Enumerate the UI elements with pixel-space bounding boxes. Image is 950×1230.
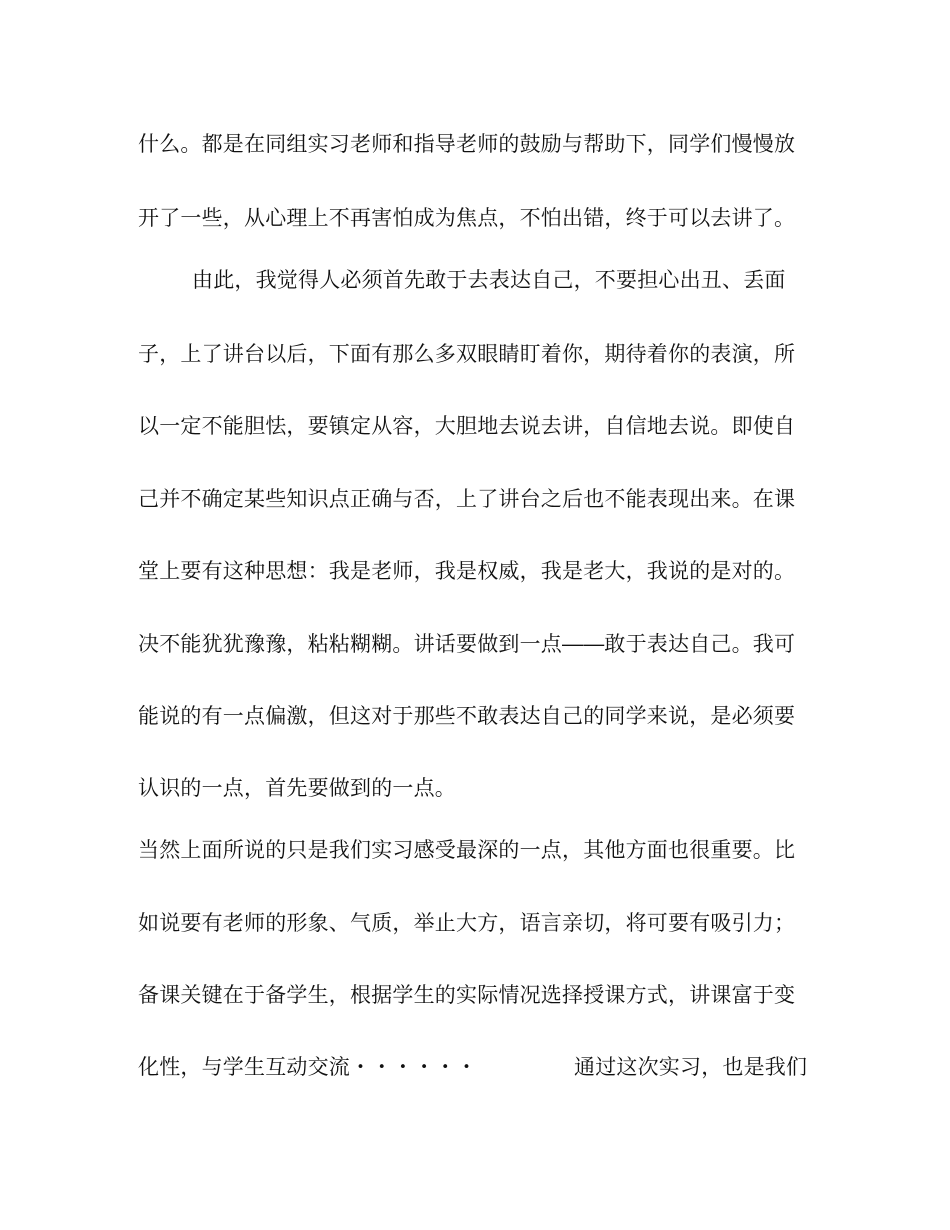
paragraph-line: 当然上面所说的只是我们实习感受最深的一点，其他方面也很重要。比: [138, 838, 796, 862]
paragraph-line: 能说的有一点偏激，但这对于那些不敢表达自己的同学来说，是必须要: [138, 704, 796, 728]
paragraph-line: 子，上了讲台以后，下面有那么多双眼睛盯着你，期待着你的表演，所: [138, 342, 796, 366]
paragraph-line: 决不能犹犹豫豫，粘粘糊糊。讲话要做到一点――敢于表达自己。我可: [138, 632, 796, 656]
paragraph-line: 什么。都是在同组实习老师和指导老师的鼓励与帮助下，同学们慢慢放: [138, 132, 796, 156]
paragraph-line-start: 化性，与学生互动交流・・・・・・: [138, 1055, 478, 1079]
paragraph-line: 认识的一点，首先要做到的一点。: [138, 776, 456, 800]
paragraph-line: 备课关键在于备学生，根据学生的实际情况选择授课方式，讲课富于变: [138, 983, 796, 1007]
paragraph-line: 堂上要有这种思想：我是老师，我是权威，我是老大，我说的是对的。: [138, 559, 796, 583]
paragraph-line: 如说要有老师的形象、气质，举止大方，语言亲切，将可要有吸引力；: [138, 911, 796, 935]
paragraph-line: 由此，我觉得人必须首先敢于去表达自己，不要担心出丑、丢面: [192, 268, 786, 292]
paragraph-line: 以一定不能胆怯，要镇定从容，大胆地去说去讲，自信地去说。即使自: [138, 414, 796, 438]
paragraph-line: 开了一些，从心理上不再害怕成为焦点，不怕出错，终于可以去讲了。: [138, 206, 796, 230]
paragraph-line-continuation: 通过这次实习，也是我们: [574, 1055, 808, 1079]
paragraph-line: 己并不确定某些知识点正确与否，上了讲台之后也不能表现出来。在课: [138, 487, 796, 511]
